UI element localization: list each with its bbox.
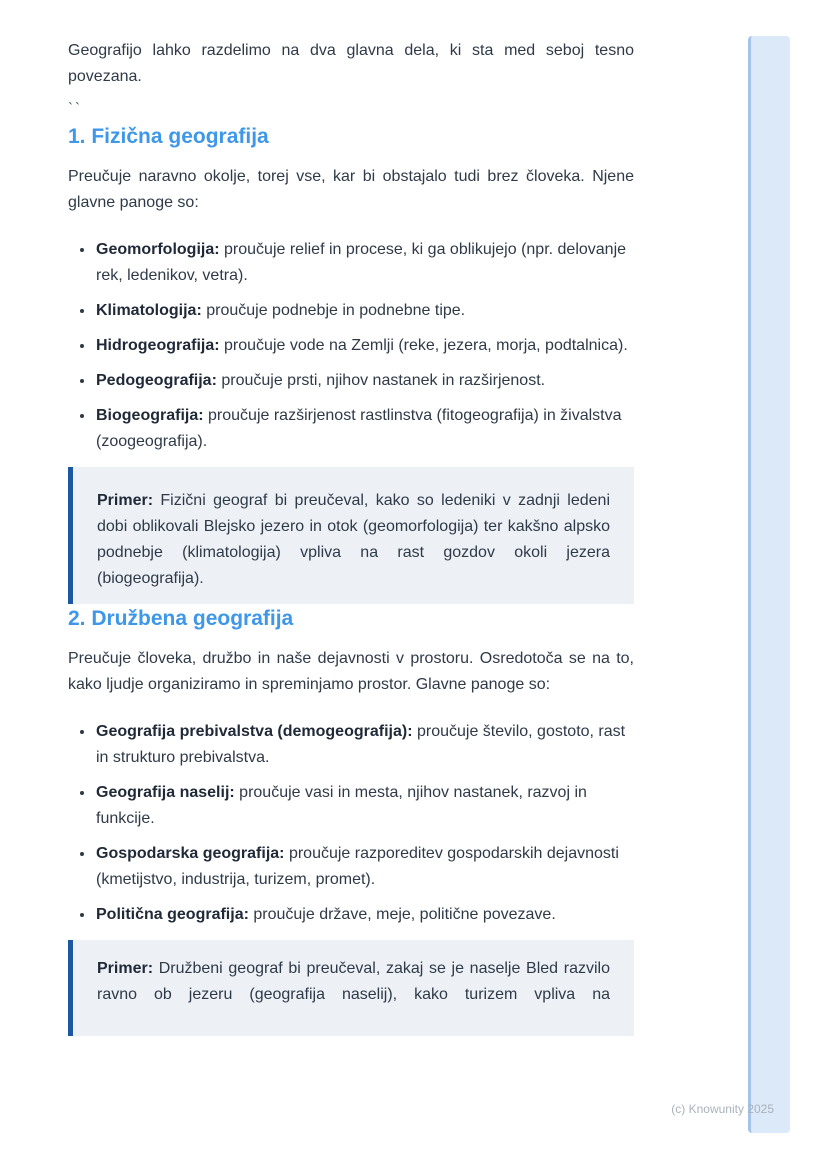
list-item	[95, 718, 634, 771]
section-2-lead: Preučuje človeka, družbo in naše dejavnosti v prostoru. Osredotoča se na to, kako ljudje organiziramo in spreminjamo prostor. Glavne panoge so:	[68, 650, 634, 693]
section-1-lead: Preučuje naravno okolje, torej vse, kar bi obstajalo tudi brez človeka. Njene glavne panoge so:	[68, 168, 634, 211]
example-label: Primer:	[97, 492, 154, 509]
bullet-text: proučuje vasi in mesta, njihov nastanek, razvoj in funkcije.	[96, 784, 587, 827]
bullet-term: Klimatologija:	[96, 302, 202, 319]
scrollbar[interactable]	[748, 36, 790, 1133]
example-text: Fizični geograf bi preučeval, kako so ledeniki v zadnji ledeni dobi oblikovali Blejsko jezero in otok (geomorfologija) ter kakšno alpsko podnebje (klimatologija) vpliva na rast gozdov okoli jezera (biogeografija).	[97, 492, 611, 587]
bullet-term: Pedogeografija:	[96, 372, 217, 389]
list-item	[95, 367, 634, 394]
section-1-bullet-list	[68, 236, 634, 455]
example-paragraph	[97, 956, 610, 1008]
list-item	[95, 402, 634, 455]
bullet-term: Gospodarska geografija:	[96, 845, 285, 862]
bullet-term: Hidrogeografija:	[96, 337, 220, 354]
bullet-text: proučuje države, meje, politične povezave.	[253, 906, 556, 923]
section-2-bullet-list	[68, 718, 634, 928]
bullet-term: Biogeografija:	[96, 407, 204, 424]
bullet-text: proučuje relief in procese, ki ga oblikujejo (npr. delovanje rek, ledenikov, vetra).	[96, 241, 627, 284]
intro-paragraph: Geografijo lahko razdelimo na dva glavna dela, ki sta med seboj tesno povezana.	[68, 42, 634, 85]
list-item	[95, 779, 634, 832]
bullet-text: proučuje razporeditev gospodarskih dejavnosti (kmetijstvo, industrija, turizem, promet).	[96, 845, 619, 888]
list-item	[95, 297, 634, 324]
bullet-text: proučuje prsti, njihov nastanek in razširjenost.	[221, 372, 546, 389]
bullet-term: Geografija naselij:	[96, 784, 235, 801]
bullet-term: Geografija prebivalstva (demogeografija):	[96, 723, 413, 740]
list-item	[95, 236, 634, 289]
example-text: Družbeni geograf bi preučeval, zakaj se je naselje Bled razvilo ravno ob jezeru (geografija naselij), kako turizem vpliva na	[97, 960, 610, 1003]
example-label: Primer:	[97, 960, 154, 977]
section-fizicna-geografija	[68, 122, 634, 604]
bullet-term: Geomorfologija:	[96, 241, 220, 258]
bullet-text: proučuje vode na Zemlji (reke, jezera, morja, podtalnica).	[224, 337, 628, 354]
section-druzbena-geografija	[68, 604, 634, 1036]
example-box	[68, 940, 634, 1036]
example-box	[68, 467, 634, 604]
list-item	[95, 840, 634, 893]
bullet-term: Politična geografija:	[96, 906, 249, 923]
document-content	[68, 0, 634, 1036]
list-item	[95, 332, 634, 359]
list-item	[95, 901, 634, 928]
bullet-text: proučuje podnebje in podnebne tipe.	[206, 302, 466, 319]
bullet-text: proučuje število, gostoto, rast in strukturo prebivalstva.	[96, 723, 626, 766]
example-paragraph	[97, 488, 610, 592]
section-1-heading: 1. Fizična geografija	[68, 125, 269, 148]
copyright-footer: (c) Knowunity 2025	[671, 1102, 774, 1116]
stray-marks: ``	[68, 100, 82, 117]
bullet-text: proučuje razširjenost rastlinstva (fitogeografija) in živalstva (zoogeografija).	[96, 407, 622, 450]
section-2-heading: 2. Družbena geografija	[68, 607, 294, 630]
